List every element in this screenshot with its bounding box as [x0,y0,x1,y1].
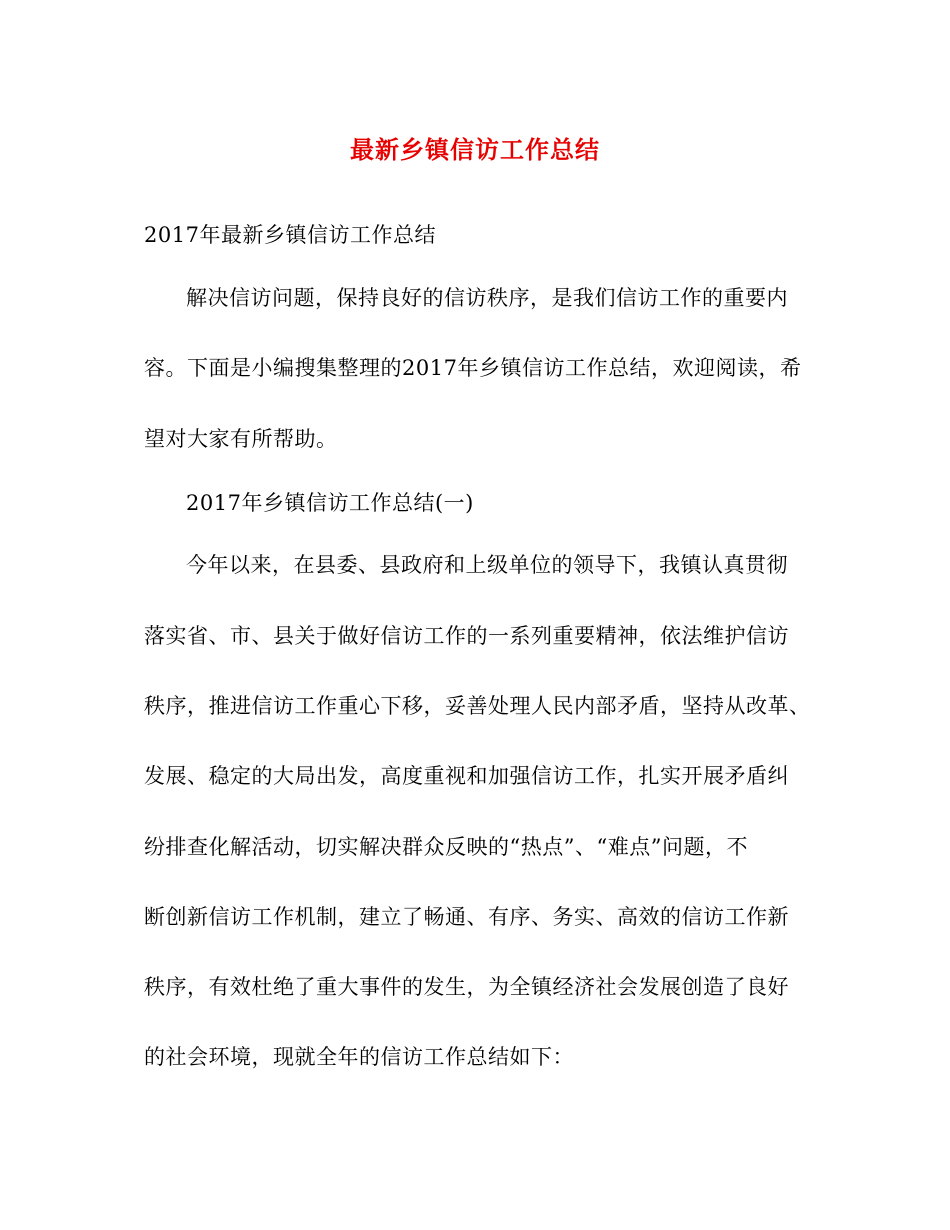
document-title: 最新乡镇信访工作总结 [350,135,600,164]
paragraph-line-6: 落实省、市、县关于做好信访工作的一系列重要精神，依法维护信访 [144,624,789,648]
paragraph-line-9: 纷排查化解活动，切实解决群众反映的“热点”、“难点”问题，不 [144,835,748,859]
document-subtitle: 2017年最新乡镇信访工作总结 [144,223,436,247]
paragraph-line-8: 发展、稳定的大局出发，高度重视和加强信访工作，扎实开展矛盾纠 [144,764,789,788]
section-heading: 2017年乡镇信访工作总结(一) [186,491,474,515]
paragraph-line-5: 今年以来，在县委、县政府和上级单位的领导下，我镇认真贯彻 [186,553,788,577]
paragraph-line-12: 的社会环境，现就全年的信访工作总结如下： [144,1045,574,1069]
paragraph-line-10: 断创新信访工作机制，建立了畅通、有序、务实、高效的信访工作新 [144,905,789,929]
paragraph-line-3: 望对大家有所帮助。 [144,427,338,451]
paragraph-line-1: 解决信访问题，保持良好的信访秩序，是我们信访工作的重要内 [186,286,788,310]
paragraph-line-2: 容。下面是小编搜集整理的2017年乡镇信访工作总结，欢迎阅读，希 [144,356,802,380]
paragraph-line-11: 秩序，有效杜绝了重大事件的发生，为全镇经济社会发展创造了良好 [144,975,789,999]
paragraph-line-7: 秩序，推进信访工作重心下移，妥善处理人民内部矛盾，坚持从改革、 [144,694,811,718]
